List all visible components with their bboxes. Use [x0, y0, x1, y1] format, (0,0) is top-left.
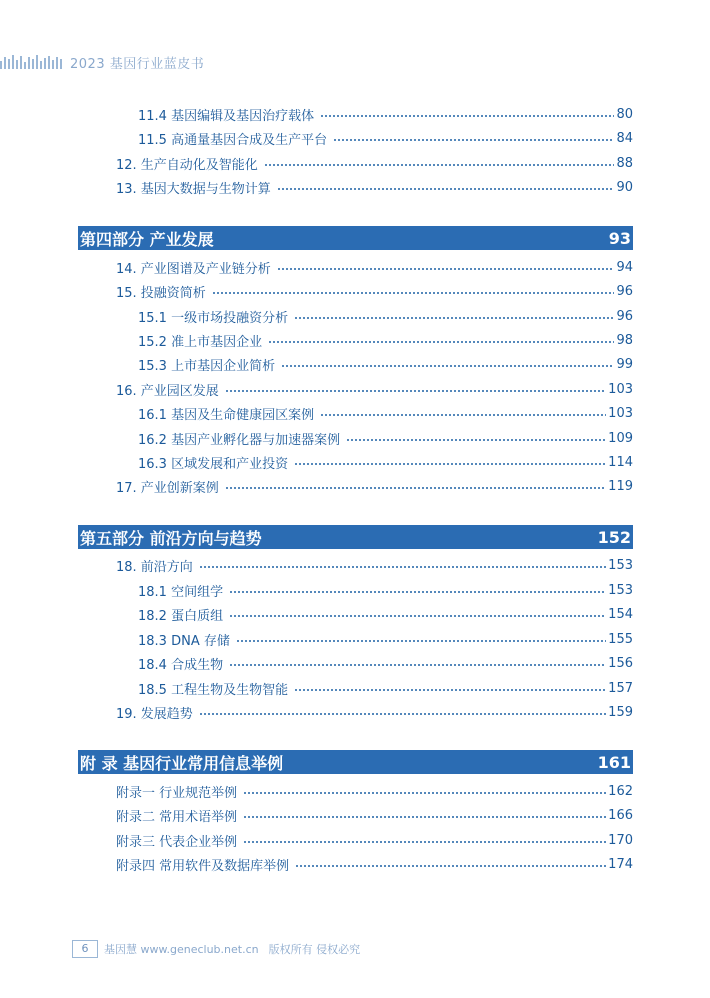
toc-page: 170	[608, 832, 633, 848]
toc-label: 18.3 DNA 存储	[138, 633, 230, 649]
toc-page: 162	[608, 783, 633, 799]
toc-page: 99	[616, 356, 633, 372]
footer-site[interactable]: 基因慧 www.geneclub.net.cn	[104, 943, 259, 956]
toc-label: 附录三 代表企业举例	[116, 834, 238, 850]
toc-entry[interactable]	[78, 579, 633, 601]
toc-label: 12. 生产自动化及智能化	[116, 157, 258, 173]
toc-entry[interactable]	[78, 353, 633, 375]
leader-dots	[236, 640, 606, 642]
leader-dots	[320, 414, 606, 416]
toc-page: 153	[608, 557, 633, 573]
toc-label: 附录二 常用术语举例	[116, 809, 238, 825]
toc-entry[interactable]	[78, 402, 633, 424]
leader-dots	[346, 439, 606, 441]
toc-label: 16.3 区域发展和产业投资	[138, 456, 289, 472]
section-header-appendix[interactable]	[78, 750, 633, 774]
toc-label: 18.5 工程生物及生物智能	[138, 682, 289, 698]
header-title: 2023 基因行业蓝皮书	[70, 56, 205, 72]
toc-entry[interactable]	[78, 280, 633, 302]
toc-label: 18.4 合成生物	[138, 657, 224, 673]
toc-entry[interactable]	[78, 829, 633, 851]
toc-label: 附录四 常用软件及数据库举例	[116, 858, 290, 874]
toc-page: 155	[608, 631, 633, 647]
toc-label: 15.3 上市基因企业简析	[138, 358, 276, 374]
toc-page: 153	[608, 582, 633, 598]
toc-label: 18.1 空间组学	[138, 584, 224, 600]
leader-dots	[277, 188, 615, 190]
toc-page: 114	[608, 454, 633, 470]
running-header	[0, 52, 204, 72]
toc-entry[interactable]	[78, 701, 633, 723]
leader-dots	[294, 317, 614, 319]
leader-dots	[229, 591, 606, 593]
page-footer	[72, 939, 360, 959]
toc-page: 103	[608, 381, 633, 397]
toc-entry[interactable]	[78, 451, 633, 473]
toc-label: 16.1 基因及生命健康园区案例	[138, 407, 315, 423]
toc-entry[interactable]	[78, 475, 633, 497]
section-page: 93	[608, 228, 631, 248]
section-page: 152	[597, 527, 631, 547]
section-title: 第四部分 产业发展	[80, 229, 214, 249]
section-header-part5[interactable]	[78, 525, 633, 549]
section-title: 第五部分 前沿方向与趋势	[80, 528, 262, 548]
toc-entry[interactable]	[78, 176, 633, 198]
leader-dots	[277, 268, 615, 270]
toc-label: 18. 前沿方向	[116, 559, 193, 575]
toc-page: 109	[608, 430, 633, 446]
toc-entry[interactable]	[78, 603, 633, 625]
toc-page: 84	[616, 130, 633, 146]
toc-entry[interactable]	[78, 780, 633, 802]
leader-dots	[225, 487, 606, 489]
toc-page: 90	[616, 179, 633, 195]
toc-entry[interactable]	[78, 652, 633, 674]
toc-entry[interactable]	[78, 853, 633, 875]
toc-label: 11.5 高通量基因合成及生产平台	[138, 132, 328, 148]
toc-entry[interactable]	[78, 256, 633, 278]
leader-dots	[243, 841, 606, 843]
leader-dots	[268, 341, 614, 343]
toc-entry[interactable]	[78, 103, 633, 125]
leader-dots	[294, 689, 606, 691]
toc-page: 154	[608, 606, 633, 622]
leader-dots	[281, 365, 614, 367]
toc-page: 119	[608, 478, 633, 494]
leader-dots	[320, 115, 614, 117]
toc-entry[interactable]	[78, 554, 633, 576]
toc-page: 94	[616, 259, 633, 275]
toc-entry[interactable]	[78, 628, 633, 650]
section-header-part4[interactable]	[78, 226, 633, 250]
toc-label: 17. 产业创新案例	[116, 480, 219, 496]
leader-dots	[225, 390, 606, 392]
toc-page: 88	[616, 155, 633, 171]
leader-dots	[199, 713, 606, 715]
section-title: 附 录 基因行业常用信息举例	[80, 753, 284, 773]
toc-page: 80	[616, 106, 633, 122]
toc-page: 156	[608, 655, 633, 671]
leader-dots	[229, 664, 606, 666]
toc-label: 附录一 行业规范举例	[116, 785, 238, 801]
toc-page: 174	[608, 856, 633, 872]
toc-page: 159	[608, 704, 633, 720]
toc-page: 96	[616, 308, 633, 324]
toc-entry[interactable]	[78, 427, 633, 449]
toc-label: 11.4 基因编辑及基因治疗载体	[138, 108, 315, 124]
toc-label: 18.2 蛋白质组	[138, 608, 224, 624]
toc-entry[interactable]	[78, 127, 633, 149]
toc-page: 157	[608, 680, 633, 696]
toc-page: 166	[608, 807, 633, 823]
toc-entry[interactable]	[78, 378, 633, 400]
toc-entry[interactable]	[78, 677, 633, 699]
section-page: 161	[597, 752, 631, 772]
toc-entry[interactable]	[78, 152, 633, 174]
toc-label: 19. 发展趋势	[116, 706, 193, 722]
toc-label: 15.1 一级市场投融资分析	[138, 310, 289, 326]
toc-label: 15. 投融资简析	[116, 285, 206, 301]
leader-dots	[264, 164, 615, 166]
leader-dots	[333, 139, 614, 141]
toc-label: 13. 基因大数据与生物计算	[116, 181, 271, 197]
toc-entry[interactable]	[78, 305, 633, 327]
header-bars-icon	[0, 55, 62, 69]
toc-label: 14. 产业图谱及产业链分析	[116, 261, 271, 277]
toc-entry[interactable]	[78, 329, 633, 351]
leader-dots	[295, 865, 606, 867]
leader-dots	[243, 816, 606, 818]
page-number: 6	[72, 940, 98, 958]
leader-dots	[199, 566, 606, 568]
toc-entry[interactable]	[78, 804, 633, 826]
leader-dots	[212, 292, 615, 294]
toc-page: 103	[608, 405, 633, 421]
leader-dots	[243, 792, 606, 794]
toc-page: 98	[616, 332, 633, 348]
toc-label: 16.2 基因产业孵化器与加速器案例	[138, 432, 341, 448]
toc-page: 96	[616, 283, 633, 299]
leader-dots	[229, 615, 606, 617]
toc-label: 15.2 准上市基因企业	[138, 334, 263, 350]
footer-rights: 版权所有 侵权必究	[268, 943, 361, 956]
leader-dots	[294, 463, 606, 465]
toc-label: 16. 产业园区发展	[116, 383, 219, 399]
